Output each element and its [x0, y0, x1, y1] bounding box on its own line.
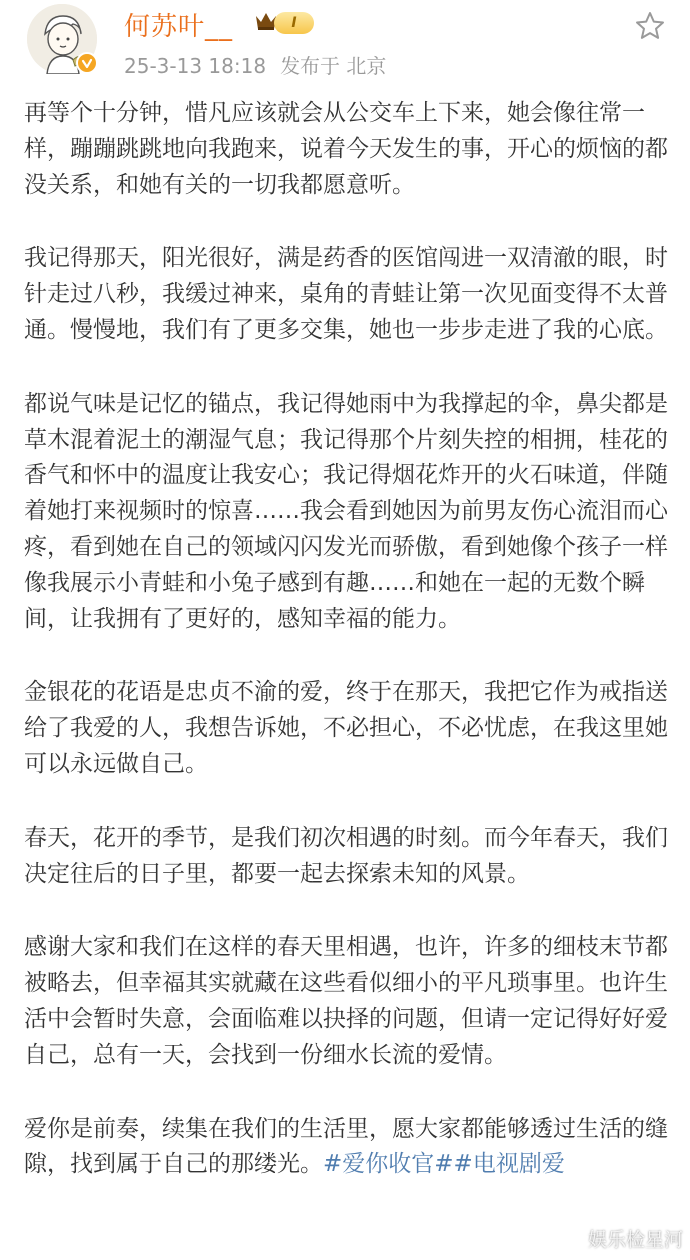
username[interactable]: 何苏叶__	[124, 12, 234, 42]
hashtag-link[interactable]: #爱你收官##电视剧爱	[323, 1151, 565, 1178]
post-date: 25-3-13 18:18	[124, 54, 267, 78]
verified-badge-icon	[76, 52, 98, 74]
post-paragraph: 感谢大家和我们在这样的春天里相遇，也许，许多的细枝末节都被略去，但幸福其实就藏在这些看似细小的平凡琐事里。也许生活中会暂时失意，会面临难以抉择的问题，但请一定记得好好爱自己，总有一天，会找到一份细水长流的爱情。	[24, 934, 668, 1068]
post-body	[24, 96, 669, 1221]
post-meta	[124, 50, 386, 79]
post-paragraph: 我记得那天，阳光很好，满是药香的医馆闯进一双清澈的眼，时针走过八秒，我缓过神来，桌角的青蛙让第一次见面变得不太普通。慢慢地，我们有了更多交集，她也一步步走进了我的心底。	[24, 245, 668, 343]
post-paragraph: 金银花的花语是忠贞不渝的爱，终于在那天，我把它作为戒指送给了我爱的人，我想告诉她，不必担心，不必忧虑，在我这里她可以永远做自己。	[24, 679, 668, 777]
post-paragraph-last	[24, 1112, 669, 1184]
post-paragraph: 再等个十分钟，惜凡应该就会从公交车上下来，她会像往常一样，蹦蹦跳跳地向我跑来，说着今天发生的事，开心的烦恼的都没关系，和她有关的一切我都愿意听。	[24, 100, 668, 198]
watermark: 娱乐检星河	[588, 1229, 684, 1251]
vip-badge[interactable]: I	[274, 12, 314, 34]
post-paragraph: 春天，花开的季节，是我们初次相遇的时刻。而今年春天，我们决定往后的日子里，都要一起去探索未知的风景。	[24, 824, 668, 887]
post-paragraph: 都说气味是记忆的锚点，我记得她雨中为我撑起的伞，鼻尖都是草木混着泥土的潮湿气息；我记得那个片刻失控的相拥，桂花的香气和怀中的温度让我安心；我记得烟花炸开的火石味道，伴随着她打来视频时的惊喜……我会看到她因为前男友伤心流泪而心疼，看到她在自己的领域闪闪发光而骄傲，看到她像个孩子一样像我展示小青蛙和小兔子感到有趣……和她在一起的无数个瞬间，让我拥有了更好的，感知幸福的能力。	[24, 390, 668, 632]
post-paragraph-text: 爱你是前奏，续集在我们的生活里，愿大家都能够透过生活的缝隙，找到属于自己的那缕光。	[24, 1115, 668, 1178]
star-icon[interactable]	[634, 10, 666, 42]
post-location: 发布于 北京	[280, 54, 387, 78]
post-header	[0, 0, 690, 90]
